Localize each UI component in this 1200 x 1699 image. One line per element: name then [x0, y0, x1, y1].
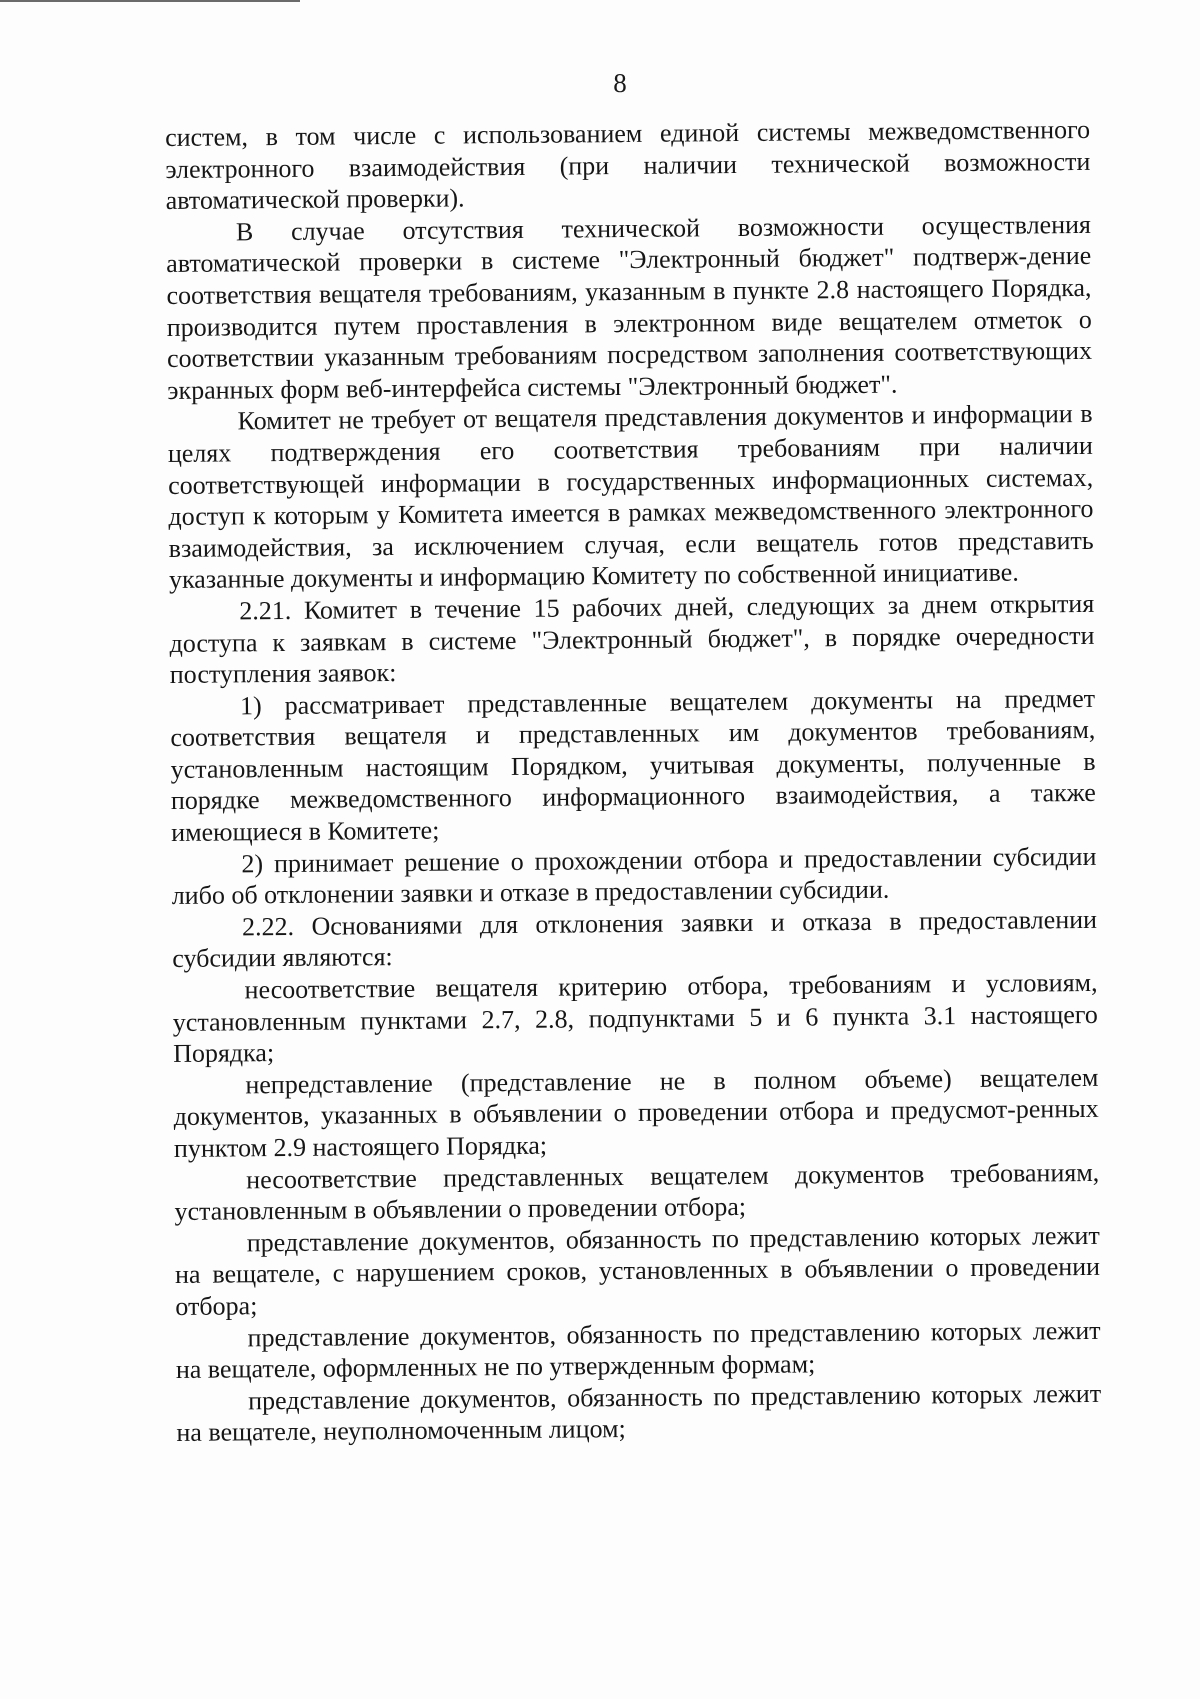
paragraph-electronic-budget-check: В случае отсутствия технической возможности осуществления автоматической проверки в системе "Электронный бюджет" подтверж-дение соответствия вещателя требованиям, указанным в пункте 2.8 настоящего Порядка, производится путем проставления в электронном виде вещателем отметок о соответствии указанным требованиям посредством заполнения соответствующих экранных форм веб-интерфейса системы "Электронный бюджет".	[166, 209, 1093, 405]
page-number: 8	[613, 68, 627, 98]
top-edge-rule	[0, 0, 300, 2]
ground-item-nonsubmission: непредставление (представление не в полном объеме) вещателем документов, указанных в объявлении о проведении отбора и предусмот-ренных пунктом 2.9 настоящего Порядка;	[173, 1062, 1099, 1163]
ground-item-wrong-forms: представление документов, обязанность по представлению которых лежит на вещателе, оформленных не по утвержденным формам;	[175, 1315, 1101, 1385]
paragraph-committee-no-documents: Комитет не требует от вещателя представления документов и информации в целях подтверждения его соответствия требованиям при наличии соответствующей информации в государственных информационных системах, доступ к которым у Комитета имеется в рамках межведомственного электронного взаимодействия, за исключением случая, если вещатель готов представить указанные документы и информацию Комитету по собственной инициативе.	[167, 399, 1094, 595]
ground-item-noncompliance: несоответствие вещателя критерию отбора, требованиям и условиям, установленным пунктами 2.7, 2.8, подпунктами 5 и 6 пункта 3.1 настоящего Порядка;	[172, 967, 1098, 1069]
ground-item-document-mismatch: несоответствие представленных вещателем документов требованиям, установленным в объявлении о проведении отбора;	[174, 1157, 1100, 1227]
document-body	[165, 114, 1102, 1449]
list-item-1: 1) рассматривает представленные вещателем документы на предмет соответствия вещателя и представленных им документов требованиям, установленным настоящим Порядком, учитывая документы, полученные в порядке межведомственного информационного взаимодействия, а также имеющиеся в Комитете;	[170, 683, 1097, 848]
paragraph-2-21: 2.21. Комитет в течение 15 рабочих дней, следующих за днем открытия доступа к заявкам в системе "Электронный бюджет", в порядке очередности поступления заявок:	[169, 588, 1095, 690]
paragraph-2-22: 2.22. Основаниями для отклонения заявки и отказа в предоставлении субсидии являются:	[172, 904, 1098, 974]
list-item-2: 2) принимает решение о прохождении отбора и предоставлении субсидии либо об отклонении заявки и отказе в предоставлении субсидии.	[171, 841, 1097, 911]
paragraph-continuation: систем, в том числе с использованием единой системы межведомственного электронного взаимодействия (при наличии технической возможности автоматической проверки).	[165, 114, 1091, 216]
ground-item-unauthorized-person: представление документов, обязанность по представлению которых лежит на вещателе, неуполномоченным лицом;	[176, 1378, 1102, 1448]
ground-item-late-submission: представление документов, обязанность по представлению которых лежит на вещателе, с нарушением сроков, установленных в объявлении о проведении отбора;	[174, 1220, 1101, 1321]
